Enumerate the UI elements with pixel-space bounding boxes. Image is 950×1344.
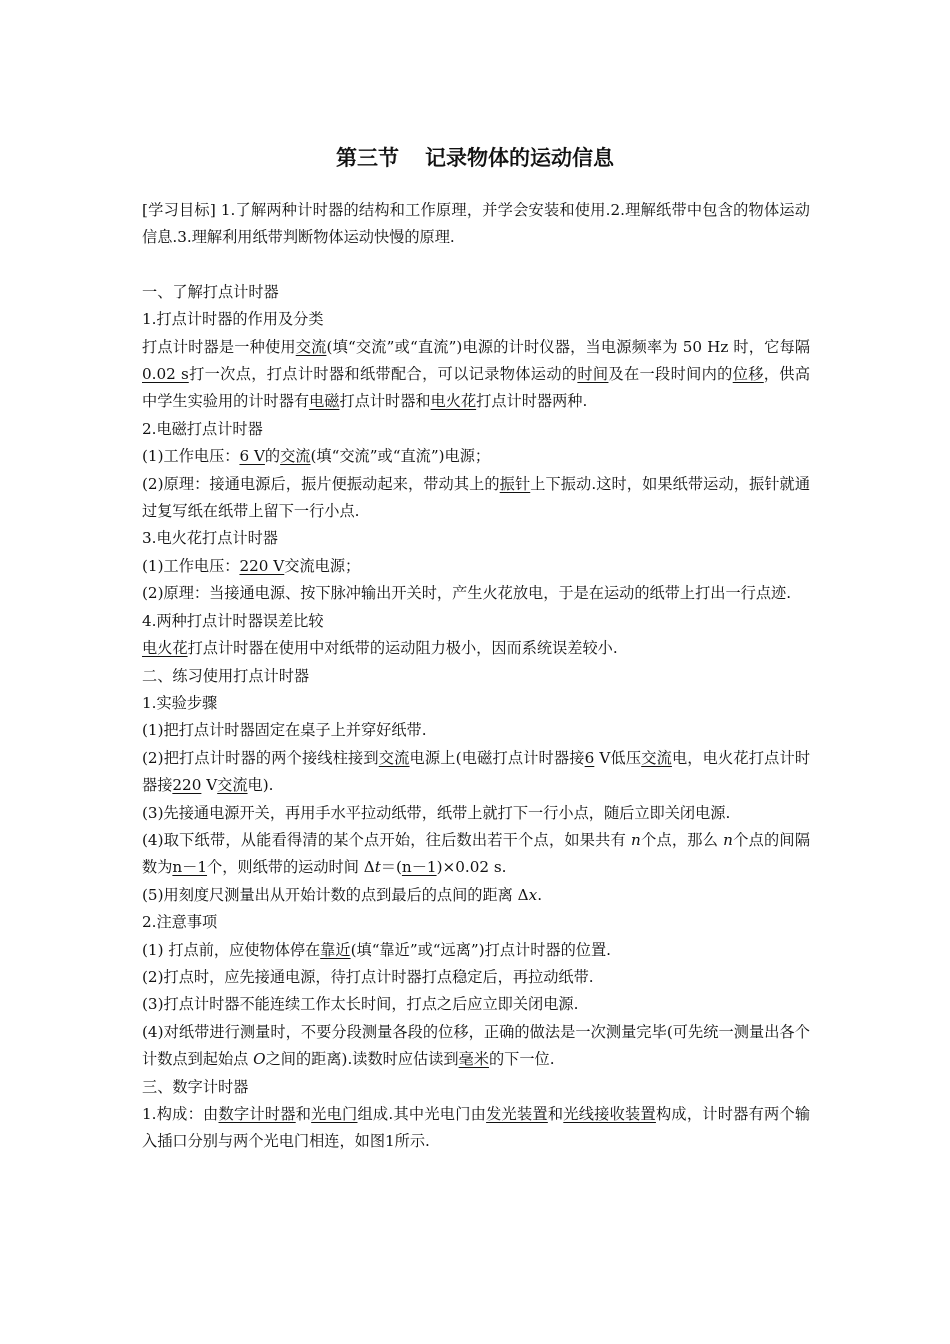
text-run: 打点计时器在使用中对纸带的运动阻力极小，因而系统误差较小. bbox=[187, 639, 618, 658]
text-run: 1.构成：由 bbox=[142, 1105, 219, 1123]
paragraph bbox=[142, 882, 810, 909]
text-run: (2)原理：接通电源后，振片便振动起来，带动其上的 bbox=[142, 474, 500, 493]
underlined-answer: 毫米 bbox=[458, 1050, 489, 1069]
text-run: 交流电源； bbox=[284, 556, 361, 575]
text-run: 一、了解打点计时器 bbox=[142, 282, 279, 301]
underlined-answer: 6 bbox=[584, 748, 595, 767]
section-title: 记录物体的运动信息 bbox=[425, 145, 614, 170]
underlined-answer: 光线接收装置 bbox=[563, 1105, 656, 1123]
text-run: (2)把打点计时器的两个接线柱接到 bbox=[142, 748, 379, 767]
page-title bbox=[0, 142, 950, 174]
math-variable: x bbox=[528, 885, 538, 904]
text-run: (3)先接通电源开关，再用手水平拉动纸带，纸带上就打下一行小点，随后立即关闭电源. bbox=[142, 803, 731, 822]
underlined-answer: 交流 bbox=[295, 337, 327, 356]
text-run: 及在一段时间内的 bbox=[608, 365, 733, 384]
text-run: 打点计时器和 bbox=[339, 392, 431, 411]
paragraph-spacer bbox=[142, 252, 810, 279]
underlined-answer: 位移 bbox=[732, 365, 764, 384]
paragraph bbox=[142, 197, 810, 252]
underlined-answer: n－1 bbox=[401, 858, 437, 877]
text-run: (2)打点时，应先接通电源，待打点计时器打点稳定后，再拉动纸带. bbox=[142, 967, 594, 986]
text-run: 1.实验步骤 bbox=[142, 693, 218, 712]
paragraph bbox=[142, 690, 810, 717]
text-run: 的 bbox=[264, 447, 281, 466]
paragraph bbox=[142, 937, 810, 964]
text-run: 2.注意事项 bbox=[142, 913, 218, 932]
section-number: 第三节 bbox=[336, 145, 399, 170]
underlined-answer: 交流 bbox=[641, 748, 672, 767]
paragraph bbox=[142, 471, 810, 526]
underlined-answer: 交流 bbox=[378, 748, 410, 767]
text-run: 二、练习使用打点计时器 bbox=[142, 666, 310, 685]
text-run: (4)对纸带进行测量时，不要分段测量各段的位移，正确的做法是一次测量完毕(可先统一测量出各个计数点到起始点 bbox=[142, 1022, 810, 1069]
paragraph bbox=[142, 608, 810, 635]
text-run: 之间的距离).读数时应估读到 bbox=[265, 1050, 459, 1069]
paragraph bbox=[142, 1101, 810, 1156]
text-run: 的下一位. bbox=[488, 1050, 555, 1069]
text-run: ，供高中学生实验用的计时器有 bbox=[142, 365, 811, 411]
underlined-answer: 光电门 bbox=[311, 1105, 358, 1123]
text-run: )×0.02 s. bbox=[436, 858, 507, 877]
text-run: [学习目标] 1.了解两种计时器的结构和工作原理，并学会安装和使用.2.理解纸带中包含的物体运动信息.3.理解利用纸带判断物体运动快慢的原理. bbox=[142, 201, 810, 247]
underlined-answer: 电火花 bbox=[430, 392, 477, 411]
text-run: 个点的间隔数为 bbox=[142, 830, 811, 877]
text-run: (填“交流”或“直流”)电源的计时仪器，当电源频率为 50 Hz 时，它每隔 bbox=[326, 337, 811, 356]
text-run: 个，则纸带的运动时间 Δ bbox=[207, 858, 375, 877]
paragraph bbox=[142, 279, 810, 306]
text-run: 个点，那么 bbox=[640, 830, 724, 849]
underlined-answer: n－1 bbox=[172, 858, 208, 877]
text-run: 和 bbox=[547, 1105, 564, 1123]
document-body bbox=[142, 197, 810, 1156]
text-run: (1) 打点前，应使物体停在 bbox=[142, 940, 321, 959]
text-run: (3)打点计时器不能连续工作太长时间，打点之后应立即关闭电源. bbox=[142, 995, 579, 1014]
underlined-answer: 6 V bbox=[239, 447, 265, 466]
underlined-answer: 时间 bbox=[577, 365, 609, 384]
text-run: (4)取下纸带，从能看得清的某个点开始，往后数出若干个点，如果共有 bbox=[142, 830, 632, 849]
underlined-answer: 靠近 bbox=[320, 940, 351, 959]
paragraph bbox=[142, 416, 810, 443]
paragraph bbox=[142, 909, 810, 936]
text-run: 构成，计时器有两个输入插口分别与两个光电门相连，如图1所示. bbox=[142, 1105, 811, 1151]
text-run: 打点计时器两种. bbox=[476, 392, 588, 411]
underlined-answer: 交流 bbox=[280, 447, 311, 466]
underlined-answer: 电火花 bbox=[142, 639, 188, 658]
paragraph bbox=[142, 1019, 810, 1074]
paragraph bbox=[142, 1074, 810, 1101]
text-run: 组成.其中光电门由 bbox=[357, 1105, 487, 1123]
underlined-answer: 交流 bbox=[217, 776, 248, 795]
text-run: 打点计时器是一种使用 bbox=[142, 337, 296, 356]
text-run: (填“靠近”或“远离”)打点计时器的位置. bbox=[350, 940, 611, 959]
text-run: (1)把打点计时器固定在桌子上并穿好纸带. bbox=[142, 721, 427, 740]
underlined-answer: 220 bbox=[172, 776, 202, 795]
text-run: (1)工作电压： bbox=[142, 447, 240, 466]
math-variable: n bbox=[723, 830, 733, 849]
text-run: (2)原理：当接通电源、按下脉冲输出开关时，产生火花放电，于是在运动的纸带上打出一行点迹. bbox=[142, 584, 792, 603]
paragraph bbox=[142, 745, 810, 800]
text-run: V bbox=[201, 776, 218, 795]
text-run: 电，电火花打点计时器接 bbox=[142, 748, 811, 795]
text-run: 上下振动.这时，如果纸带运动，振针就通过复写纸在纸带上留下一行小点. bbox=[142, 474, 811, 521]
underlined-answer: 振针 bbox=[499, 474, 531, 493]
text-run: 1.打点计时器的作用及分类 bbox=[142, 310, 324, 329]
text-run: 3.电火花打点计时器 bbox=[142, 529, 278, 548]
paragraph bbox=[142, 306, 810, 333]
underlined-answer: 电磁 bbox=[309, 392, 340, 411]
text-run: 4.两种打点计时器误差比较 bbox=[142, 611, 324, 630]
text-run: 打一次点，打点计时器和纸带配合，可以记录物体运动的 bbox=[188, 365, 578, 384]
text-run: 电源上(电磁打点计时器接 bbox=[409, 748, 585, 767]
underlined-answer: 0.02 s bbox=[142, 365, 189, 384]
paragraph bbox=[142, 663, 810, 690]
math-variable: t bbox=[374, 858, 381, 877]
paragraph bbox=[142, 525, 810, 552]
paragraph bbox=[142, 991, 810, 1018]
paragraph bbox=[142, 800, 810, 827]
text-run: ＝( bbox=[380, 858, 402, 877]
math-variable: O bbox=[253, 1050, 266, 1069]
paragraph bbox=[142, 635, 810, 662]
paragraph bbox=[142, 334, 810, 416]
text-run: V低压 bbox=[594, 748, 642, 767]
underlined-answer: 发光装置 bbox=[486, 1105, 548, 1123]
paragraph bbox=[142, 553, 810, 580]
text-run: (1)工作电压： bbox=[142, 556, 240, 575]
text-run: (填“交流”或“直流”)电源； bbox=[310, 447, 491, 466]
math-variable: n bbox=[631, 830, 641, 849]
underlined-answer: 数字计时器 bbox=[218, 1105, 296, 1123]
paragraph bbox=[142, 827, 810, 882]
text-run: . bbox=[537, 885, 543, 904]
text-run: 电). bbox=[247, 776, 274, 795]
paragraph bbox=[142, 717, 810, 744]
underlined-answer: 220 V bbox=[239, 556, 285, 575]
text-run: (5)用刻度尺测量出从开始计数的点到最后的点间的距离 Δ bbox=[142, 885, 529, 904]
paragraph bbox=[142, 443, 810, 470]
text-run: 2.电磁打点计时器 bbox=[142, 419, 263, 438]
text-run: 和 bbox=[295, 1105, 312, 1123]
paragraph bbox=[142, 580, 810, 607]
paragraph bbox=[142, 964, 810, 991]
text-run: 三、数字计时器 bbox=[142, 1077, 249, 1096]
